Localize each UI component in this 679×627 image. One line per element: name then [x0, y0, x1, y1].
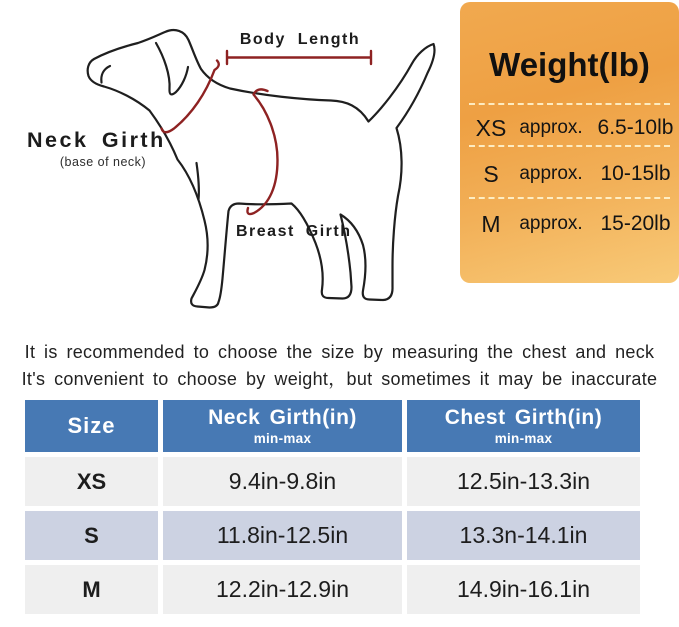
breast-girth-label: Breast Girth — [236, 223, 352, 240]
weight-approx-label: approx. — [519, 213, 583, 234]
table-header-neck-girth-title: Neck Girth(in) — [208, 406, 357, 429]
sizing-note-line1: It is recommended to choose the size by measuring the chest and neck — [24, 342, 655, 362]
weight-row-xs — [460, 110, 679, 146]
table-cell-chest: 12.5in-13.3in — [407, 457, 640, 506]
weight-panel-title: Weight(lb) — [489, 46, 650, 83]
weight-row-m — [460, 205, 679, 243]
weight-approx-label: approx. — [519, 117, 583, 138]
weight-size-label: M — [481, 210, 501, 237]
table-cell-neck: 11.8in-12.5in — [163, 511, 402, 560]
table-header-chest-girth-title: Chest Girth(in) — [444, 406, 603, 429]
dashed-divider — [469, 197, 670, 199]
weight-row-s — [460, 155, 679, 193]
sizing-note-line2: It's convenient to choose by weight，but sometimes it may be inaccurate — [21, 369, 658, 389]
weight-range-value: 6.5-10lb — [597, 116, 674, 139]
weight-panel — [460, 2, 679, 283]
weight-range-value: 10-15lb — [600, 162, 671, 185]
weight-range-value: 15-20lb — [600, 212, 671, 235]
weight-size-label: S — [483, 160, 499, 187]
weight-approx-label: approx. — [519, 163, 583, 184]
body-length-measure-line — [227, 51, 371, 64]
table-cell-size: M — [25, 565, 158, 614]
table-header-neck-girth — [163, 400, 402, 452]
body-length-label: Body Length — [239, 31, 361, 48]
table-cell-size: XS — [25, 457, 158, 506]
dashed-divider — [469, 145, 670, 147]
table-cell-neck: 12.2in-12.9in — [163, 565, 402, 614]
table-cell-chest: 13.3n-14.1in — [407, 511, 640, 560]
table-header-size: Size — [25, 400, 158, 452]
neck-girth-sublabel: (base of neck) — [59, 155, 147, 169]
table-header-chest-girth — [407, 400, 640, 452]
table-header-range-note: min-max — [494, 431, 553, 446]
weight-size-label: XS — [475, 114, 507, 141]
dog-measurement-diagram — [0, 0, 455, 335]
table-cell-neck: 9.4in-9.8in — [163, 457, 402, 506]
dashed-divider — [469, 103, 670, 105]
table-cell-size: S — [25, 511, 158, 560]
table-cell-chest: 14.9in-16.1in — [407, 565, 640, 614]
size-table — [25, 400, 640, 614]
table-header-range-note: min-max — [253, 431, 312, 446]
sizing-note — [0, 339, 679, 393]
neck-girth-label: Neck Girth — [27, 128, 166, 152]
